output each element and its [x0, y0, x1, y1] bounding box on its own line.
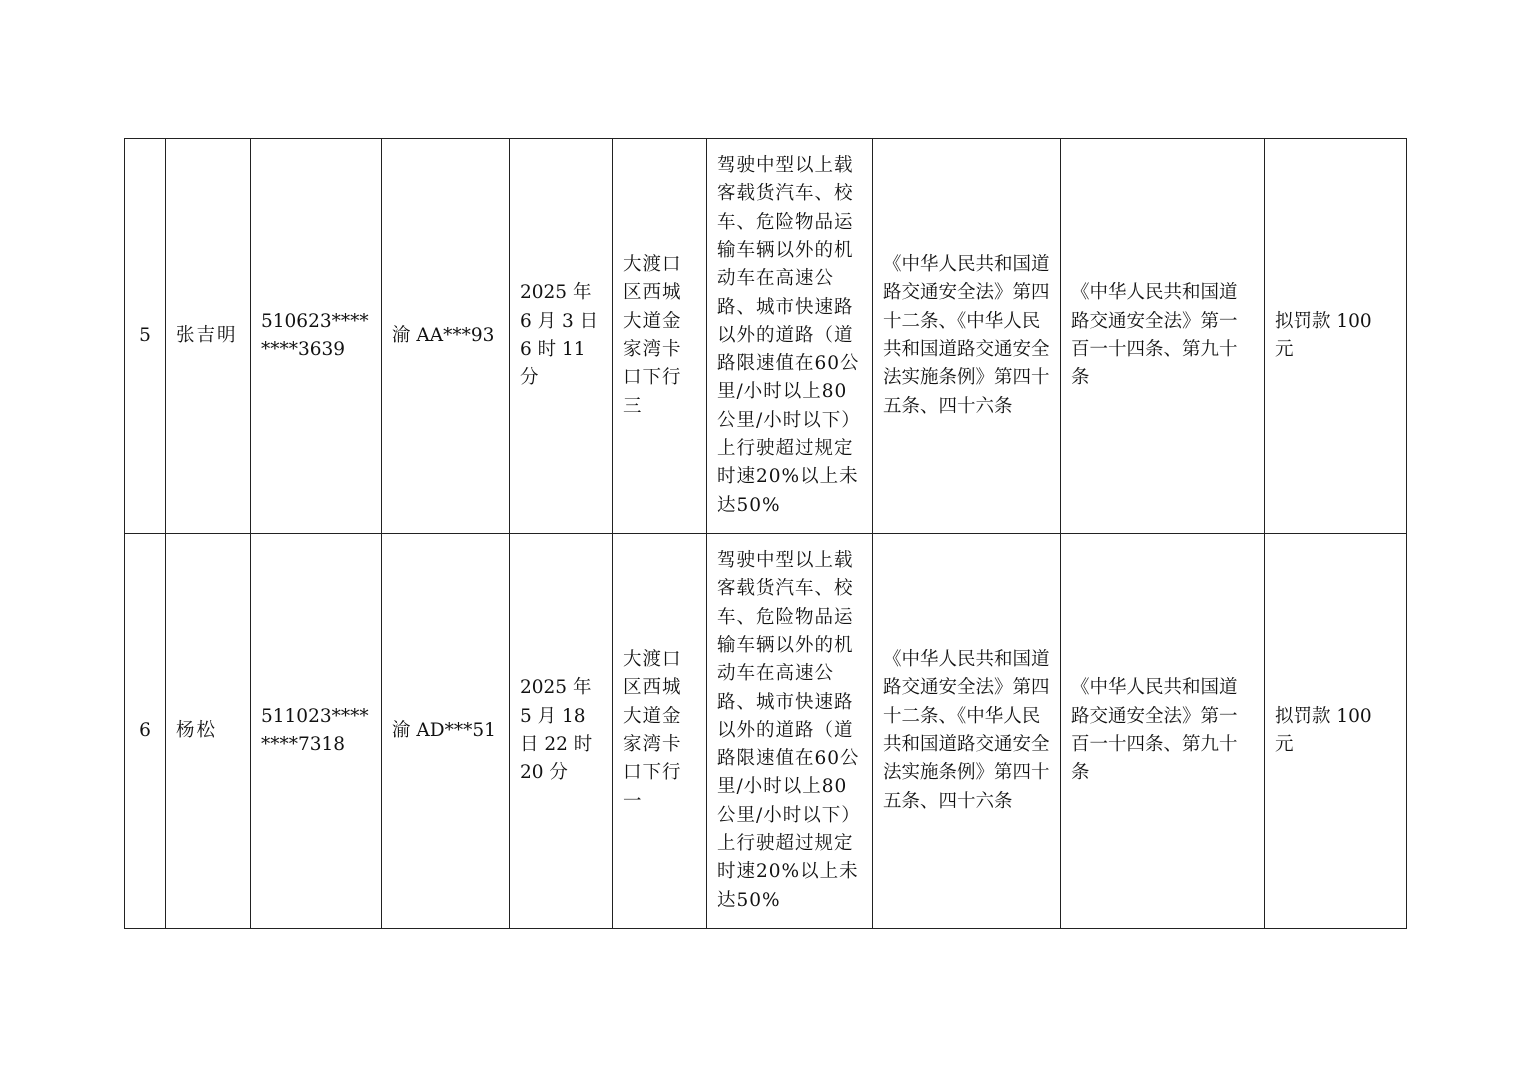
- legal-basis: 《中华人民共和国道路交通安全法》第四十二条、《中华人民共和国道路交通安全法实施条例》第四十五条、四十六条: [873, 534, 1061, 929]
- table-row: [125, 139, 1407, 534]
- person-name: 张吉明: [166, 139, 251, 534]
- legal-basis: 《中华人民共和国道路交通安全法》第四十二条、《中华人民共和国道路交通安全法实施条例》第四十五条、四十六条: [873, 139, 1061, 534]
- violation-location: 大渡口区西城大道金家湾卡口下行一: [613, 534, 707, 929]
- penalty-clause: 《中华人民共和国道路交通安全法》第一百一十四条、第九十条: [1061, 534, 1265, 929]
- violation-description: 驾驶中型以上载客载货汽车、校车、危险物品运输车辆以外的机动车在高速公路、城市快速路以外的道路（道路限速值在60公里/小时以上80公里/小时以下）上行驶超过规定时速20%以上未达50%: [707, 534, 873, 929]
- license-plate: 渝 AD***51: [382, 534, 510, 929]
- row-index: 5: [125, 139, 166, 534]
- license-plate: 渝 AA***93: [382, 139, 510, 534]
- row-index: 6: [125, 534, 166, 929]
- person-name: 杨松: [166, 534, 251, 929]
- id-number: 511023********7318: [251, 534, 382, 929]
- table-row: [125, 534, 1407, 929]
- violation-description: 驾驶中型以上载客载货汽车、校车、危险物品运输车辆以外的机动车在高速公路、城市快速路以外的道路（道路限速值在60公里/小时以上80公里/小时以下）上行驶超过规定时速20%以上未达50%: [707, 139, 873, 534]
- penalty-table: [124, 138, 1407, 929]
- violation-time: 2025 年 5 月 18 日 22 时 20 分: [510, 534, 613, 929]
- id-number: 510623********3639: [251, 139, 382, 534]
- penalty-amount: 拟罚款 100 元: [1265, 139, 1407, 534]
- penalty-amount: 拟罚款 100 元: [1265, 534, 1407, 929]
- penalty-clause: 《中华人民共和国道路交通安全法》第一百一十四条、第九十条: [1061, 139, 1265, 534]
- violation-location: 大渡口区西城大道金家湾卡口下行三: [613, 139, 707, 534]
- violation-time: 2025 年 6 月 3 日 6 时 11 分: [510, 139, 613, 534]
